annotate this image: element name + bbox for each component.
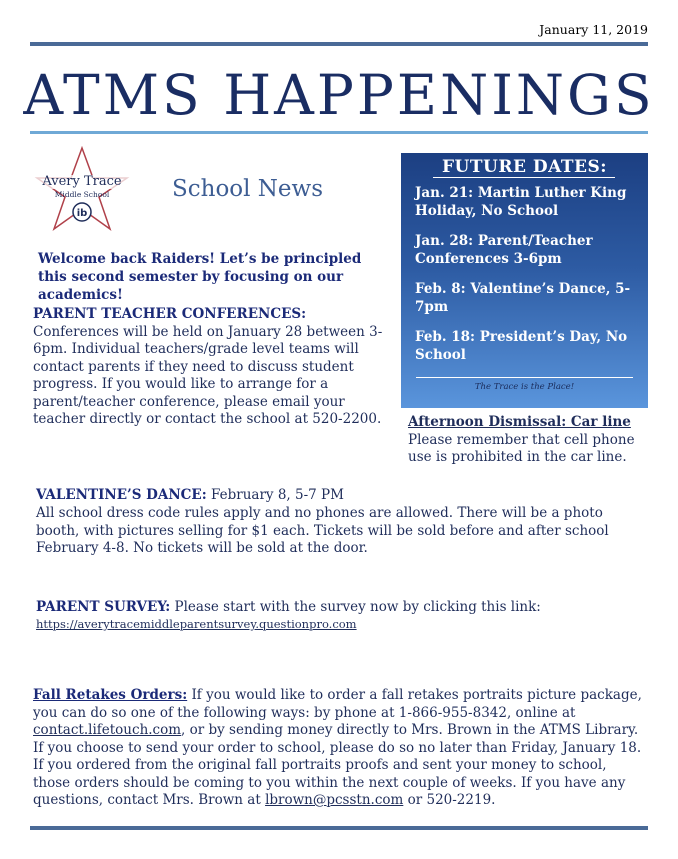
valentine-body: All school dress code rules apply and no phones are allowed. There will be a photo booth, with pictures selling for $1 each. Tickets will be sold before and after school February 4-8. No tickets will be sold at the door. <box>36 505 609 556</box>
valentine-section <box>36 487 636 505</box>
dismissal-heading: Afternoon Dismissal: Car line <box>408 414 631 430</box>
retakes-text: , or by sending money directly to Mrs. Brown in the ATMS Library. If you choose to send your order to school, please do so no later than Friday, January 18. If you ordered from the original fall portraits proofs and sent your money to school, those orders should be coming to you within the next couple of weeks. If you have any questions, contact Mrs. Brown at <box>33 722 642 808</box>
conferences-body: Conferences will be held on January 28 between 3-6pm. Individual teachers/grade level teams will contact parents if they need to discuss student progress. If you would like to arrange for a parent/teacher conference, please email your teacher directly or contact the school at 520-2200. <box>33 323 383 427</box>
future-dates-sidebar <box>401 153 648 408</box>
lifetouch-link[interactable]: contact.lifetouch.com <box>33 722 182 738</box>
ib-badge: ib <box>76 208 88 219</box>
survey-heading: PARENT SURVEY: <box>36 599 171 615</box>
retakes-section <box>33 687 643 810</box>
survey-body: Please start with the survey now by clicking this link: <box>170 599 541 615</box>
masthead-title: ATMS HAPPENINGS <box>23 63 655 127</box>
school-news-heading: School News <box>172 176 324 202</box>
sidebar-tagline: The Trace is the Place! <box>474 382 575 392</box>
retakes-text: or 520-2219. <box>403 792 496 808</box>
future-date-item: Jan. 28: Parent/Teacher Conferences 3-6pm <box>415 233 593 267</box>
valentine-subhead: February 8, 5-7 PM <box>206 487 344 503</box>
dismissal-body: Please remember that cell phone use is prohibited in the car line. <box>408 431 635 465</box>
conferences-section <box>33 306 388 429</box>
sidebar-divider <box>416 377 633 378</box>
future-date-item: Feb. 8: Valentine’s Dance, 5-7pm <box>415 281 631 315</box>
valentine-heading: VALENTINE’S DANCE: <box>36 487 207 503</box>
logo-name: Avery Trace <box>32 175 132 189</box>
bottom-rule <box>30 826 648 830</box>
email-link[interactable]: lbrown@pcsstn.com <box>265 792 404 808</box>
masthead-rule <box>30 131 648 134</box>
welcome-message: Welcome back Raiders! Let’s be principled this second semester by focusing on our academics! <box>38 251 362 303</box>
retakes-text: If you would like to order a fall retakes portraits picture package, you can do so one of the following ways: by phone at 1-866-955-8342, online at <box>33 687 642 721</box>
newsletter-date: January 11, 2019 <box>539 22 648 37</box>
future-date-item: Jan. 21: Martin Luther King Holiday, No School <box>415 185 627 219</box>
school-logo <box>32 146 132 231</box>
survey-link[interactable]: https://averytracemiddleparentsurvey.questionpro.com <box>36 617 357 631</box>
logo-subtitle: Middle School <box>54 190 110 199</box>
future-date-item: Feb. 18: President’s Day, No School <box>415 329 628 363</box>
future-dates-title: FUTURE DATES: <box>441 157 608 177</box>
conferences-heading: PARENT TEACHER CONFERENCES: <box>33 306 307 322</box>
dismissal-section <box>408 414 638 467</box>
retakes-heading: Fall Retakes Orders: <box>33 687 188 703</box>
future-dates-title-rule <box>433 177 615 178</box>
survey-section <box>36 599 636 617</box>
top-rule <box>30 42 648 46</box>
